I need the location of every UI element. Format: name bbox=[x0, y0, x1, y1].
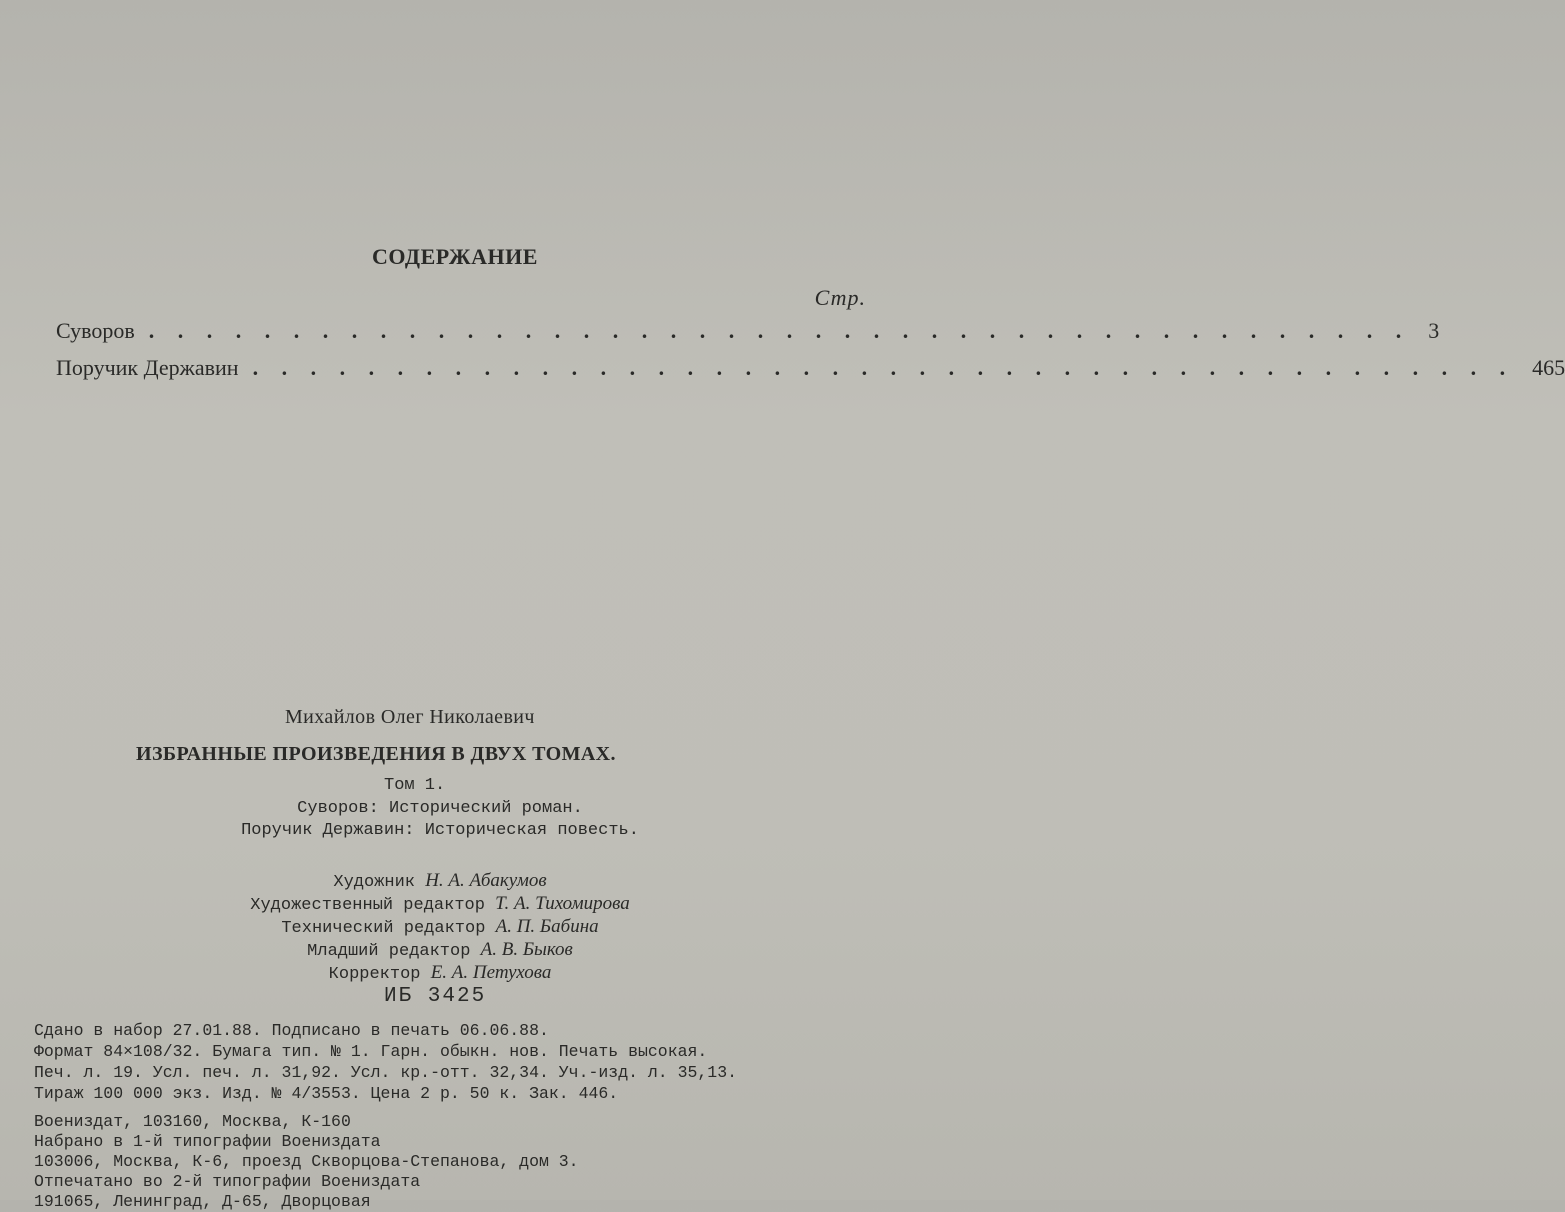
imprint-author: Михайлов Олег Николаевич bbox=[285, 706, 535, 728]
toc-heading: СОДЕРЖАНИЕ bbox=[372, 244, 538, 269]
toc-entry-title: Поручик Державин bbox=[56, 355, 239, 380]
credit-role: Технический редактор bbox=[281, 919, 486, 938]
ib-number: ИБ 3425 bbox=[384, 985, 487, 1008]
publisher-line: 103006, Москва, К-6, проезд Скворцова-Степанова, дом 3. bbox=[34, 1152, 579, 1171]
publisher-line: Отпечатано во 2-й типографии Воениздата bbox=[34, 1172, 421, 1191]
leader-dots: . . . . . . . . . . . . . . . . . . . . . . . . . . . . . . . . . . . . . . . . . . . . bbox=[148, 318, 1411, 343]
imprint-title: ИЗБРАННЫЕ ПРОИЗВЕДЕНИЯ В ДВУХ ТОМАХ. bbox=[136, 743, 616, 765]
credit-name: А. П. Бабина bbox=[495, 916, 599, 937]
toc-entry-page: 3 bbox=[1428, 318, 1440, 343]
tech-line: Тираж 100 000 экз. Изд. № 4/3553. Цена 2 р. 50 к. Зак. 446. bbox=[34, 1084, 619, 1103]
credit-role: Корректор bbox=[328, 965, 421, 984]
publisher-line: 191065, Ленинград, Д-65, Дворцовая bbox=[34, 1192, 371, 1211]
tech-line: Сдано в набор 27.01.88. Подписано в печать 06.06.88. bbox=[34, 1021, 549, 1040]
credit-line bbox=[0, 916, 880, 939]
technical-details bbox=[34, 1020, 737, 1104]
imprint-works bbox=[0, 798, 880, 842]
credit-line bbox=[0, 939, 880, 962]
toc-entry bbox=[56, 355, 1565, 385]
toc-entry bbox=[56, 318, 1440, 348]
toc-entry-page: 465 bbox=[1532, 355, 1565, 380]
publisher-details bbox=[34, 1112, 579, 1212]
tech-line: Формат 84×108/32. Бумага тип. № 1. Гарн. обыкн. нов. Печать высокая. bbox=[34, 1042, 708, 1061]
credit-role: Художественный редактор bbox=[250, 896, 485, 915]
credit-role: Младший редактор bbox=[307, 942, 471, 961]
leader-dots: . . . . . . . . . . . . . . . . . . . . . . . . . . . . . . . . . . . . . . . . . . . . bbox=[252, 355, 1515, 380]
tech-line: Печ. л. 19. Усл. печ. л. 31,92. Усл. кр.-отт. 32,34. Уч.-изд. л. 35,13. bbox=[34, 1063, 738, 1082]
work-line: Суворов: Исторический роман. bbox=[297, 799, 583, 818]
credit-line bbox=[0, 870, 880, 893]
credit-role: Художник bbox=[333, 873, 415, 892]
toc-page-column-label: Стр. bbox=[814, 285, 866, 310]
credit-name: Е. А. Петухова bbox=[430, 962, 552, 983]
work-line: Поручик Державин: Историческая повесть. bbox=[241, 821, 639, 840]
credits-list bbox=[0, 870, 880, 985]
credit-line bbox=[0, 893, 880, 916]
credit-name: Н. А. Абакумов bbox=[425, 870, 547, 891]
credit-name: А. В. Быков bbox=[480, 939, 573, 960]
credit-line bbox=[0, 962, 880, 985]
publisher-line: Воениздат, 103160, Москва, К-160 bbox=[34, 1112, 351, 1131]
toc-entry-title: Суворов bbox=[56, 318, 135, 343]
credit-name: Т. А. Тихомирова bbox=[495, 893, 630, 914]
publisher-line: Набрано в 1-й типографии Воениздата bbox=[34, 1132, 381, 1151]
imprint-volume: Том 1. bbox=[384, 776, 446, 795]
